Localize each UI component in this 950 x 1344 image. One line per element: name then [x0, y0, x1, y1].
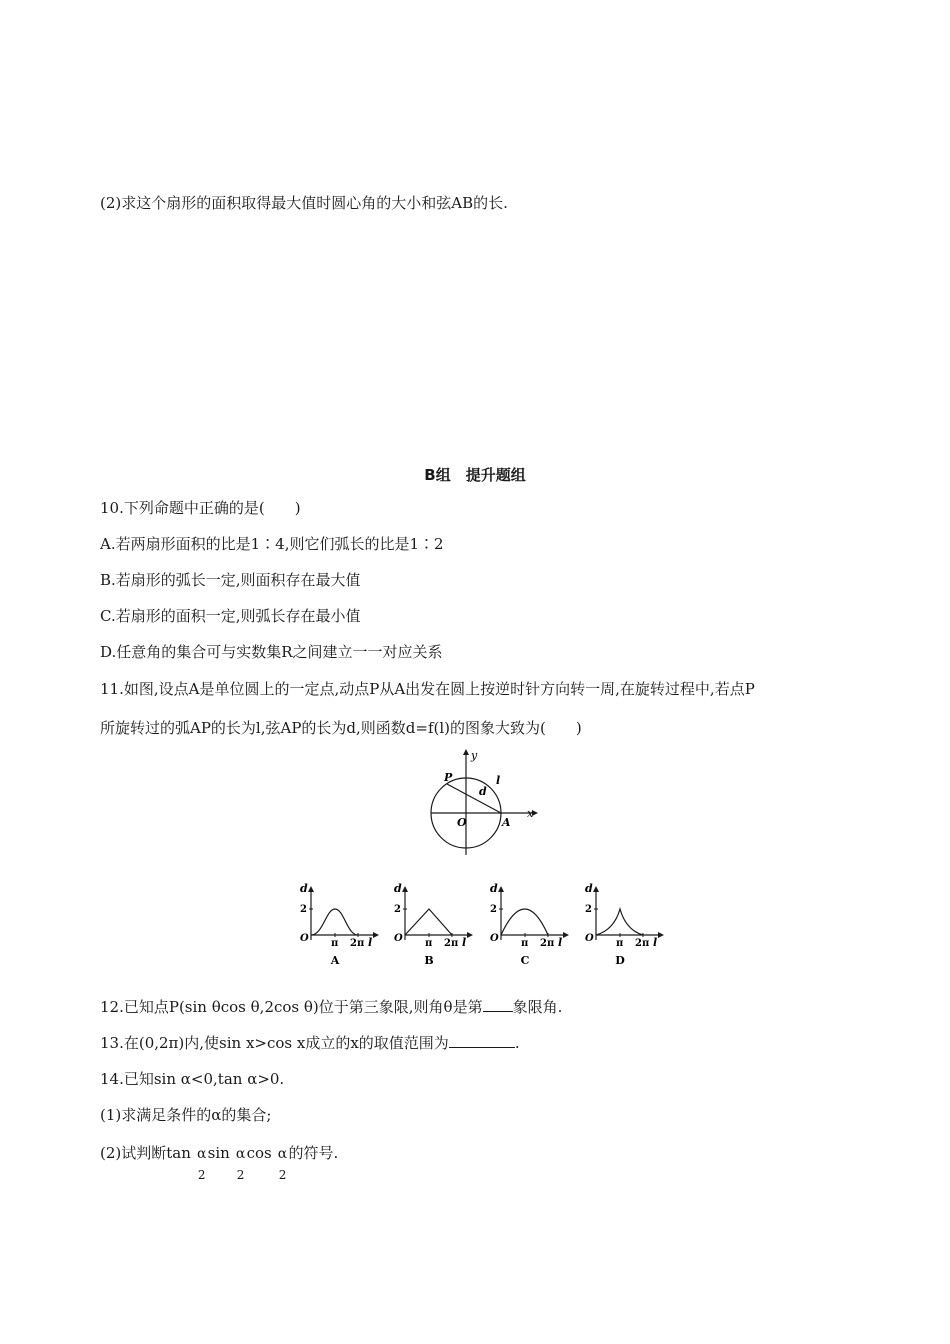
- y-axis-arrow-icon: [463, 749, 469, 755]
- tick-label-pi: π: [425, 938, 433, 949]
- option-graph-a: [295, 880, 385, 970]
- tick-label-2: 2: [585, 904, 592, 915]
- axis-label-l: l: [558, 936, 563, 949]
- option-label-a: A: [330, 954, 340, 967]
- numerator: α: [196, 1146, 207, 1162]
- fraction-alpha-over-2: [196, 1146, 208, 1182]
- option-graph-c: [485, 880, 575, 970]
- question-12: [100, 997, 562, 1017]
- axis-label-l: l: [462, 936, 467, 949]
- tick-label-pi: π: [331, 938, 339, 949]
- tick-label-2: 2: [490, 904, 497, 915]
- option-graph-b: [389, 880, 479, 970]
- cos-text: cos: [246, 1144, 272, 1162]
- label-l: l: [496, 774, 501, 787]
- origin-label: O: [585, 933, 594, 944]
- label-o: O: [457, 816, 467, 829]
- question-12-suffix: 象限角.: [512, 998, 563, 1016]
- axis-arrow-icon: [467, 932, 473, 938]
- section-title: B组 提升题组: [424, 466, 526, 484]
- question-10-option-d: D.任意角的集合可与实数集R之间建立一一对应关系: [100, 643, 443, 661]
- option-label-c: C: [520, 954, 530, 967]
- curve-a: [311, 909, 358, 935]
- question-13: [100, 1033, 520, 1053]
- tick-label-pi: π: [521, 938, 529, 949]
- question-14-part-2: [100, 1143, 339, 1182]
- answer-blank[interactable]: [449, 1033, 515, 1048]
- question-12-text: 12.已知点P(sin θcos θ,2cos θ)位于第三象限,则角θ是第: [100, 998, 483, 1016]
- question-13-suffix: .: [514, 1034, 520, 1052]
- axis-arrow-icon: [402, 886, 408, 892]
- tick-label-2pi: 2π: [635, 938, 650, 949]
- denominator: 2: [236, 1168, 245, 1182]
- origin-label: O: [300, 933, 309, 944]
- fraction-alpha-over-2: [235, 1146, 247, 1182]
- option-label-b: B: [424, 954, 434, 967]
- part-2-prefix: (2)试判断tan: [100, 1144, 191, 1162]
- tick-label-2: 2: [394, 904, 401, 915]
- axis-arrow-icon: [498, 886, 504, 892]
- tick-label-2pi: 2π: [540, 938, 555, 949]
- chord-ap: [447, 784, 501, 813]
- question-11-line-2: 所旋转过的弧AP的长为l,弦AP的长为d,则函数d=f(l)的图象大致为( ): [100, 719, 582, 737]
- question-13-text: 13.在(0,2π)内,使sin x>cos x成立的x的取值范围为: [100, 1034, 449, 1052]
- curve-b: [405, 909, 452, 935]
- label-y: y: [471, 749, 478, 762]
- label-x: x: [527, 807, 534, 820]
- origin-label: O: [394, 933, 403, 944]
- option-label-d: D: [615, 954, 625, 967]
- axis-label-d: d: [585, 882, 593, 895]
- fraction-alpha-over-2: [277, 1146, 289, 1182]
- question-10-option-b: B.若扇形的弧长一定,则面积存在最大值: [100, 571, 361, 589]
- part-2-suffix: 的符号.: [288, 1144, 339, 1162]
- sin-text: sin: [207, 1144, 230, 1162]
- question-10-option-c: C.若扇形的面积一定,则弧长存在最小值: [100, 607, 361, 625]
- question-10-stem: 10.下列命题中正确的是( ): [100, 499, 301, 517]
- axis-label-d: d: [300, 882, 308, 895]
- tick-label-2pi: 2π: [444, 938, 459, 949]
- answer-blank[interactable]: [483, 997, 513, 1012]
- axis-arrow-icon: [658, 932, 664, 938]
- axis-label-d: d: [490, 882, 498, 895]
- question-14-stem: 14.已知sin α<0,tan α>0.: [100, 1070, 285, 1088]
- question-11-line-1: 11.如图,设点A是单位圆上的一定点,动点P从A出发在圆上按逆时针方向转一周,在旋转过程中,若点P: [100, 680, 755, 698]
- axis-label-d: d: [394, 882, 402, 895]
- denominator: 2: [278, 1168, 287, 1182]
- denominator: 2: [197, 1168, 206, 1182]
- curve-d: [596, 909, 643, 935]
- question-14-part-1: (1)求满足条件的α的集合;: [100, 1106, 272, 1124]
- label-a: A: [502, 816, 511, 829]
- tick-label-2: 2: [300, 904, 307, 915]
- numerator: α: [235, 1146, 246, 1162]
- axis-arrow-icon: [308, 886, 314, 892]
- label-p: P: [444, 771, 453, 784]
- axis-label-l: l: [653, 936, 658, 949]
- axis-label-l: l: [368, 936, 373, 949]
- axis-arrow-icon: [593, 886, 599, 892]
- tick-label-pi: π: [616, 938, 624, 949]
- numerator: α: [277, 1146, 288, 1162]
- option-graph-d: [580, 880, 670, 970]
- question-10-option-a: A.若两扇形面积的比是1∶4,则它们弧长的比是1∶2: [100, 535, 444, 553]
- origin-label: O: [490, 933, 499, 944]
- tick-label-2pi: 2π: [350, 938, 365, 949]
- curve-c: [501, 909, 548, 935]
- question-9-part-2: (2)求这个扇形的面积取得最大值时圆心角的大小和弦AB的长.: [100, 194, 508, 212]
- axis-arrow-icon: [373, 932, 379, 938]
- unit-circle-figure: [410, 745, 540, 860]
- axis-arrow-icon: [563, 932, 569, 938]
- label-d: d: [479, 785, 487, 798]
